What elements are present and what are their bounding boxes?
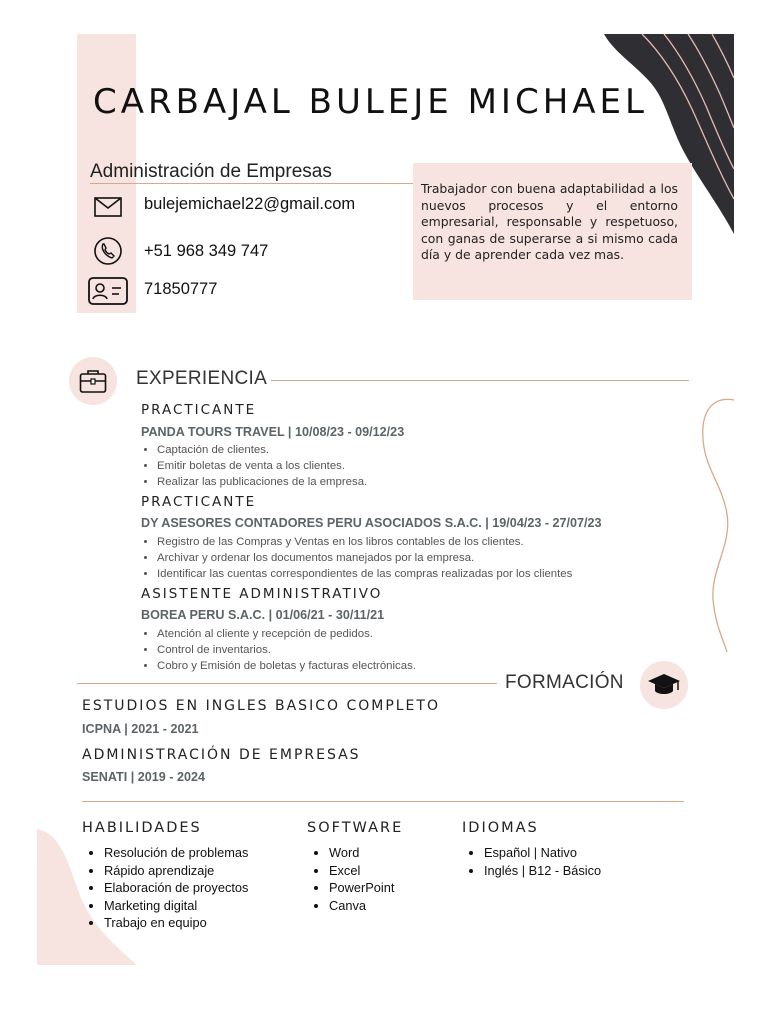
- job-company: DY ASESORES CONTADORES PERU ASOCIADOS S.A.C. | 19/04/23 - 27/07/23: [141, 516, 602, 530]
- education-divider: [77, 683, 497, 684]
- languages-heading: IDIOMAS: [462, 820, 539, 836]
- graduation-cap-icon: [647, 672, 681, 698]
- list-item: • Registro de las Compras y Ventas en los libros contables de los clientes.: [157, 535, 572, 551]
- id-card-icon: [88, 275, 128, 307]
- job-company: BOREA PERU S.A.C. | 01/06/21 - 30/11/21: [141, 608, 385, 622]
- job-duties-list: [141, 535, 572, 582]
- list-item: • Trabajo en equipo: [104, 914, 248, 932]
- education-icon-circle: [640, 661, 688, 709]
- education-institution: ICPNA | 2021 - 2021: [82, 722, 199, 736]
- job-duties-list: [141, 443, 367, 490]
- list-item: • Español | Nativo: [484, 844, 601, 862]
- list-item: • Elaboración de proyectos: [104, 879, 248, 897]
- list-item: • Marketing digital: [104, 897, 248, 915]
- list-item: • Control de inventarios.: [157, 643, 416, 659]
- education-heading: FORMACIÓN: [505, 672, 624, 693]
- skills-list: [82, 844, 248, 932]
- id-number-text: 71850777: [144, 280, 218, 298]
- list-item: • Cobro y Emisión de boletas y facturas electrónicas.: [157, 659, 416, 675]
- job-role: PRACTICANTE: [141, 402, 257, 418]
- list-item: • Resolución de problemas: [104, 844, 248, 862]
- list-item: • Emitir boletas de venta a los clientes.: [157, 459, 367, 475]
- email-text[interactable]: bulejemichael22@gmail.com: [144, 195, 356, 213]
- full-name: CARBAJAL BULEJE MICHAEL: [93, 82, 648, 122]
- skills-divider: [82, 801, 684, 802]
- list-item: • Rápido aprendizaje: [104, 862, 248, 880]
- list-item: • Identificar las cuentas correspondientes de las compras realizadas por los clientes: [157, 567, 572, 583]
- profile-summary: Trabajador con buena adaptabilidad a los nuevos procesos y el entorno empresarial, responsable y respetuoso, con ganas de superarse a si mismo cada día y de aprender cada vez mas.: [413, 163, 692, 300]
- resume-page: [37, 34, 734, 965]
- career-title: Administración de Empresas: [90, 161, 332, 182]
- experience-heading: EXPERIENCIA: [136, 368, 268, 389]
- phone-text[interactable]: +51 968 349 747: [144, 242, 269, 260]
- job-company: PANDA TOURS TRAVEL | 10/08/23 - 09/12/23: [141, 425, 405, 439]
- languages-list: [462, 844, 601, 879]
- list-item: • Canva: [329, 897, 394, 915]
- briefcase-icon: [79, 368, 107, 394]
- experience-icon-circle: [69, 357, 117, 405]
- education-degree: ESTUDIOS EN INGLES BASICO COMPLETO: [82, 698, 440, 714]
- job-role: PRACTICANTE: [141, 494, 257, 510]
- phone-icon: [88, 235, 128, 267]
- education-degree: ADMINISTRACIÓN DE EMPRESAS: [82, 747, 361, 763]
- software-heading: SOFTWARE: [307, 820, 404, 836]
- list-item: • PowerPoint: [329, 879, 394, 897]
- list-item: • Realizar las publicaciones de la empresa.: [157, 475, 367, 491]
- education-institution: SENATI | 2019 - 2024: [82, 770, 205, 784]
- list-item: • Excel: [329, 862, 394, 880]
- skills-heading: HABILIDADES: [82, 820, 202, 836]
- list-item: • Captación de clientes.: [157, 443, 367, 459]
- wave-line-decoration: [697, 394, 734, 654]
- experience-divider: [271, 380, 689, 381]
- list-item: • Archivar y ordenar los documentos manejados por la empresa.: [157, 551, 572, 567]
- mail-icon: [88, 191, 128, 223]
- list-item: • Word: [329, 844, 394, 862]
- job-duties-list: [141, 627, 416, 674]
- career-divider: [90, 183, 420, 184]
- list-item: • Inglés | B12 - Básico: [484, 862, 601, 880]
- software-list: [307, 844, 394, 914]
- list-item: • Atención al cliente y recepción de pedidos.: [157, 627, 416, 643]
- job-role: ASISTENTE ADMINISTRATIVO: [141, 586, 383, 602]
